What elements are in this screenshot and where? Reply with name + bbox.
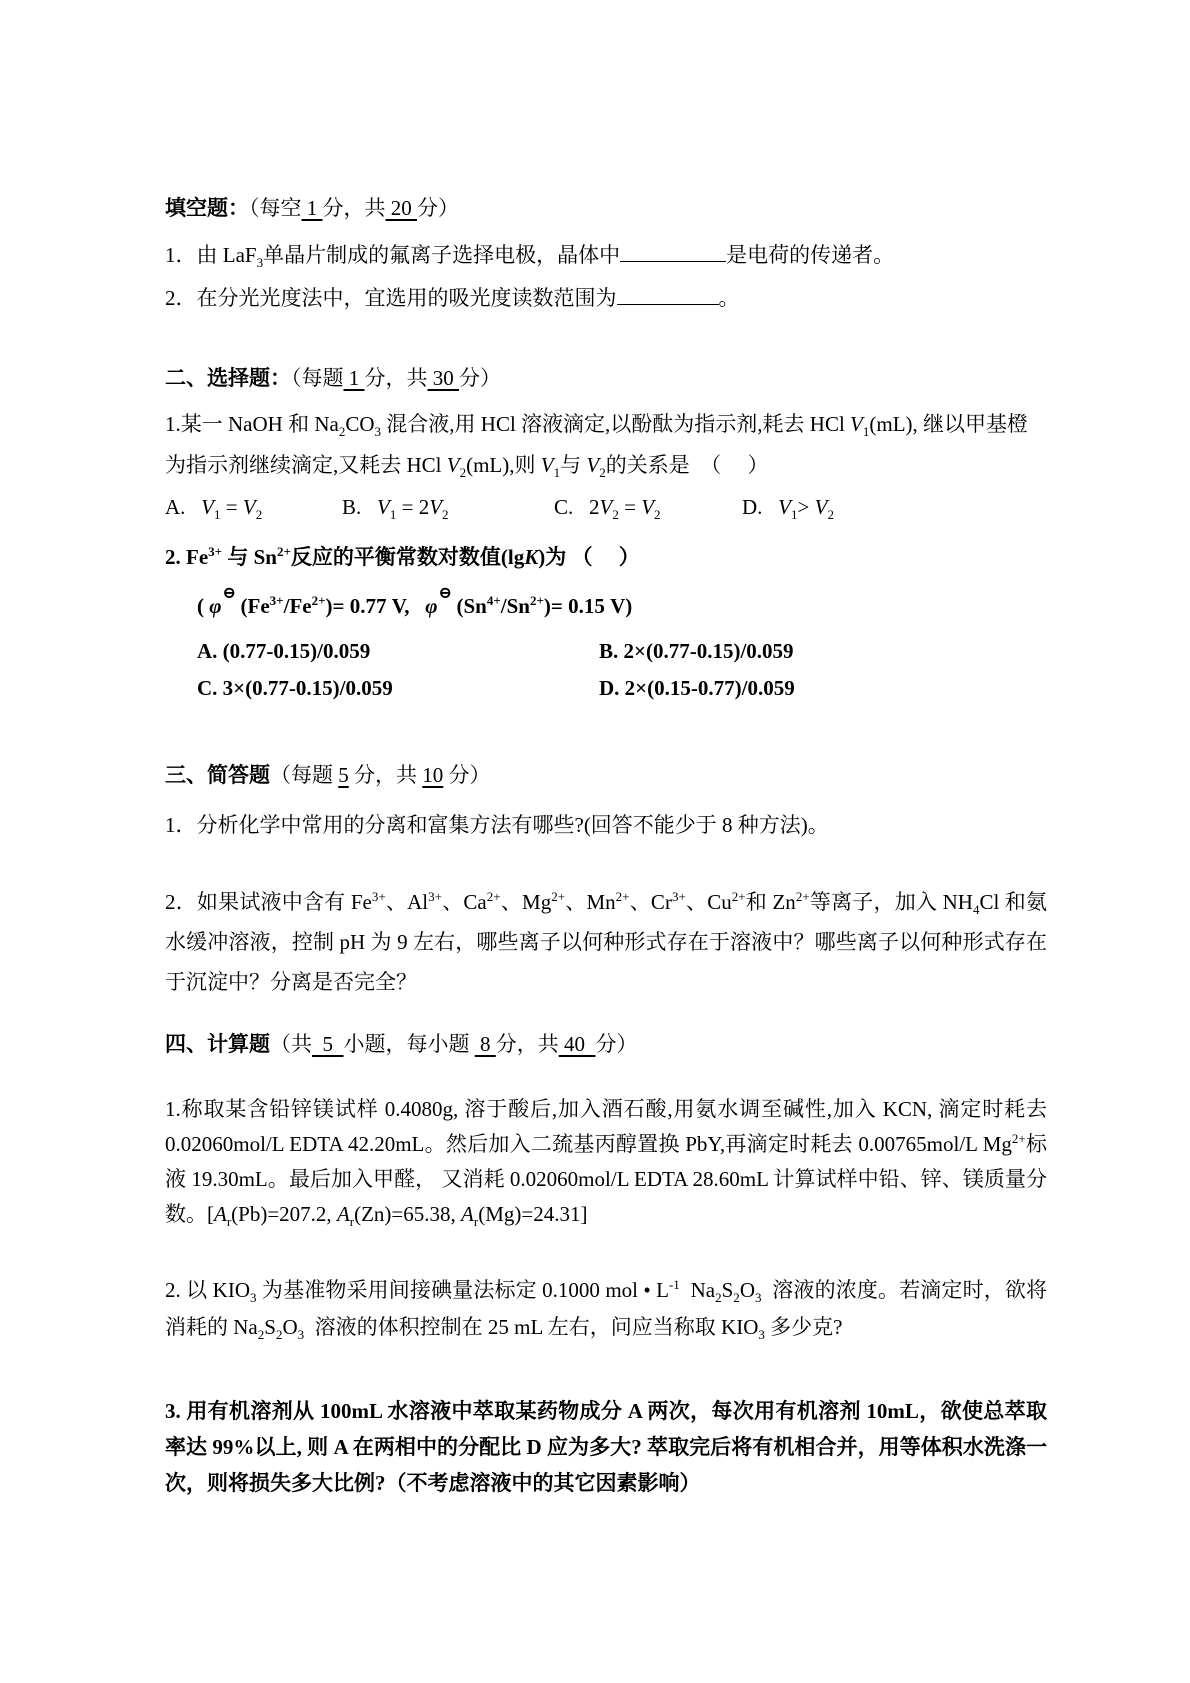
short-answer-question-1: 1．分析化学中常用的分离和富集方法有哪些?(回答不能少于 8 种方法)。 — [165, 813, 829, 837]
choice-question-1-stem: 1.某一 NaOH 和 $Na_2CO_3$ 混合液,用 HCl 溶液滴定,以酚酞为指示剂,耗去 HCl $V_1(mL)$, 继以甲基橙为指示剂继续滴定,又耗去 HCl $V_2(mL)$,则 $V_1$与 $V_2$的关系是 （ ） — [165, 412, 1029, 481]
choice-q2-option-b: B. 2×(0.77-0.15)/0.059 — [599, 639, 794, 663]
fill-question-2: 2．在分光光度法中，宜选用的吸光度读数范围为 。 — [165, 278, 1047, 318]
choice-question-1-options — [165, 487, 1047, 527]
choice-q1-option-b: B. $V_1 = 2V_2$ — [342, 495, 449, 523]
calculation-question-1: 1.称取某含铅锌镁试样 0.4080g, 溶于酸后,加入酒石酸,用氨水调至碱性,加入 KCN, 滴定时耗去 0.02060mol/L EDTA 42.20mL。然后加入二巯基丙醇置换 PbY,再滴定时耗去 0.00765mol/L $Mg^{2+}$标液 19.30mL。最后加入甲醛， 又消耗 0.02060mol/L EDTA 28.60mL 计算试样中铅、锌、镁质量分数。[$A_r(Pb)=207.2$, $A_r(Zn)=65.38$, $A_r(Mg)=24.31$] — [165, 1097, 1047, 1230]
calculation-section-heading: 四、计算题（共 5 小题，每小题 8 分，共 40 分） — [165, 1032, 638, 1056]
short-answer-section-heading: 三、简答题（每题 5 分，共 10 分） — [165, 763, 491, 787]
exam-content — [165, 190, 1047, 1501]
choice-section-heading: 二、选择题：（每题 1 分，共 30 分） — [165, 366, 501, 390]
fill-question-1: 1．由 LaF$_3$单晶片制成的氟离子选择电极，晶体中 是电荷的传递者。 — [165, 235, 1047, 275]
choice-q2-option-a: A. (0.77-0.15)/0.059 — [197, 639, 371, 663]
choice-q1-option-c: C. $2V_2 = V_2$ — [554, 495, 661, 523]
choice-q1-option-a: A. $V_1 = V_2$ — [165, 495, 263, 523]
calculation-question-2: 2. 以 $KIO_3$ 为基准物采用间接碘量法标定 0.1000 mol • $L^{-1}$ $Na_2S_2O_3$ 溶液的浓度。若滴定时，欲将消耗的 $Na_2S_2O_3$ 溶液的体积控制在 25 mL 左右，问应当称取 $KIO_3$ 多少克? — [165, 1277, 1048, 1343]
choice-q2-option-d: D. 2×(0.15-0.77)/0.059 — [599, 676, 795, 700]
choice-q1-option-d: D. $V_1> V_2$ — [742, 495, 834, 523]
choice-question-2-given-potentials: ( φ⊖ $(Fe^{3+}/Fe^{2+})= 0.77$ V, φ⊖ $(Sn^{4+}/Sn^{2+})= 0.15$ V) — [197, 582, 633, 618]
short-answer-question-2: 2．如果试液中含有 $Fe^{3+}$、$Al^{3+}$、$Ca^{2+}$、$Mg^{2+}$、$Mn^{2+}$、$Cr^{3+}$、$Cu^{2+}$和 $Zn^{2+}$等离子，加入 $NH_4Cl$ 和氨水缓冲溶液，控制 pH 为 9 左右，哪些离子以何种形式存在于溶液中？哪些离子以何种形式存在于沉淀中？分离是否完全？ — [165, 889, 1047, 994]
choice-question-2-stem: 2. $Fe^{3+}$ 与 $Sn^{2+}$反应的平衡常数对数值(lgK)为 （ ） — [165, 544, 640, 569]
choice-question-2-options — [197, 638, 1047, 701]
calculation-question-3: 3. 用有机溶剂从 100mL 水溶液中萃取某药物成分 A 两次，每次用有机溶剂 10mL，欲使总萃取率达 99%以上, 则 A 在两相中的分配比 D 应为多大? 萃取完后将有机相合并，用等体积水洗涤一次，则将损失多大比例?（不考虑溶液中的其它因素影响） — [165, 1399, 1047, 1495]
fill-section-heading: 填空题：（每空 1 分，共 20 分） — [165, 196, 459, 220]
choice-q2-option-c: C. 3×(0.77-0.15)/0.059 — [197, 676, 393, 700]
